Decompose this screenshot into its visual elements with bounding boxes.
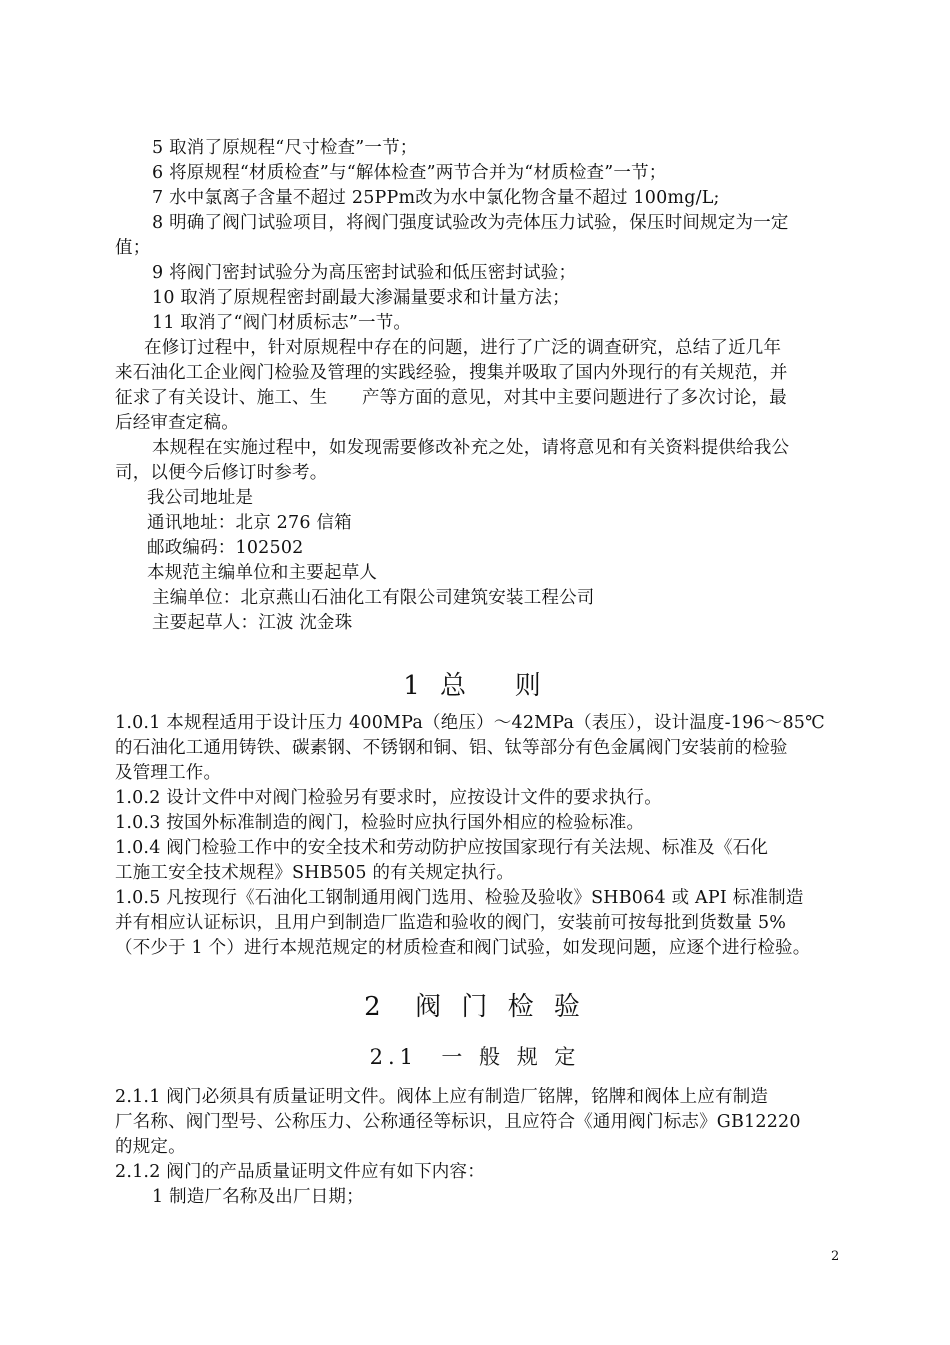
intro-item-9: 9 将阀门密封试验分为高压密封试验和低压密封试验； <box>152 263 577 283</box>
feedback-paragraph-line: 本规程在实施过程中，如发现需要修改补充之处，请将意见和有关资料提供给我公 <box>152 438 790 458</box>
chapter-1-line: 1.0.5 凡按现行《石油化工钢制通用阀门选用、检验及验收》SHB064 或 API 标准制造 <box>115 888 804 908</box>
section-2-1-title: 2.1 一 般 规 定 <box>369 1045 581 1069</box>
address-heading: 我公司地址是 <box>147 488 254 508</box>
chapter-1-line: （不少于 1 个）进行本规范规定的材质检查和阀门试验，如发现问题，应逐个进行检验。 <box>115 938 811 958</box>
chapter-1-line: 及管理工作。 <box>115 763 222 783</box>
chapter-1-title: 1 总 则 <box>403 671 547 701</box>
chapter-2-title: 2 阀 门 检 验 <box>364 992 586 1022</box>
chapter-2-line: 厂名称、阀门型号、公称压力、公称通径等标识，且应符合《通用阀门标志》GB12220 <box>115 1112 801 1132</box>
intro-item-8-cont: 值； <box>115 238 151 258</box>
chapter-2-line: 的规定。 <box>115 1137 186 1157</box>
chapter-1-line: 1.0.4 阀门检验工作中的安全技术和劳动防护应按国家现行有关法规、标准及《石化 <box>115 838 769 858</box>
intro-item-6: 6 将原规程“材质检查”与“解体检查”两节合并为“材质检查”一节； <box>152 163 667 183</box>
intro-item-10: 10 取消了原规程密封副最大渗漏量要求和计量方法； <box>152 288 570 308</box>
chapter-1-line: 1.0.3 按国外标准制造的阀门，检验时应执行国外相应的检验标准。 <box>115 813 645 833</box>
chapter-1-line: 并有相应认证标识，且用户到制造厂监造和验收的阀门，安装前可按每批到货数量 5% <box>115 913 787 933</box>
main-drafters: 主要起草人：江波 沈金珠 <box>152 613 353 633</box>
revision-paragraph-line: 后经审查定稿。 <box>115 413 239 433</box>
revision-paragraph-line: 征求了有关设计、施工、生 产等方面的意见，对其中主要问题进行了多次讨论，最 <box>115 388 787 408</box>
intro-item-8: 8 明确了阀门试验项目，将阀门强度试验改为壳体压力试验，保压时间规定为一定 <box>152 213 789 233</box>
chapter-1-line: 1.0.1 本规程适用于设计压力 400MPa（绝压）～42MPa（表压），设计温度-196～85℃ <box>115 713 825 733</box>
chapter-1-line: 的石油化工通用铸铁、碳素钢、不锈钢和铜、铝、钛等部分有色金属阀门安装前的检验 <box>115 738 788 758</box>
editing-unit: 主编单位：北京燕山石油化工有限公司建筑安装工程公司 <box>152 588 595 608</box>
revision-paragraph-line: 在修订过程中，针对原规程中存在的问题，进行了广泛的调查研究，总结了近几年 <box>144 338 782 358</box>
feedback-paragraph-line: 司，以便今后修订时参考。 <box>115 463 328 483</box>
page-number: 2 <box>831 1249 840 1264</box>
chapter-1-line: 工施工安全技术规程》SHB505 的有关规定执行。 <box>115 863 515 883</box>
chapter-2-line: 2.1.1 阀门必须具有质量证明文件。阀体上应有制造厂铭牌，铭牌和阀体上应有制造 <box>115 1087 769 1107</box>
chapter-2-line: 2.1.2 阀门的产品质量证明文件应有如下内容： <box>115 1162 485 1182</box>
intro-item-11: 11 取消了“阀门材质标志”一节。 <box>152 313 412 333</box>
intro-item-7: 7 水中氯离子含量不超过 25PPm改为水中氯化物含量不超过 100mg/L; <box>152 188 720 208</box>
chapter-2-list-item: 1 制造厂名称及出厂日期； <box>152 1187 364 1207</box>
revision-paragraph-line: 来石油化工企业阀门检验及管理的实践经验，搜集并吸取了国内外现行的有关规范，并 <box>115 363 788 383</box>
intro-item-5: 5 取消了原规程“尺寸检查”一节； <box>152 138 418 158</box>
drafters-heading: 本规范主编单位和主要起草人 <box>147 563 378 583</box>
postcode: 邮政编码：102502 <box>147 538 304 558</box>
chapter-1-line: 1.0.2 设计文件中对阀门检验另有要求时，应按设计文件的要求执行。 <box>115 788 662 808</box>
mail-address: 通讯地址：北京 276 信箱 <box>147 513 352 533</box>
